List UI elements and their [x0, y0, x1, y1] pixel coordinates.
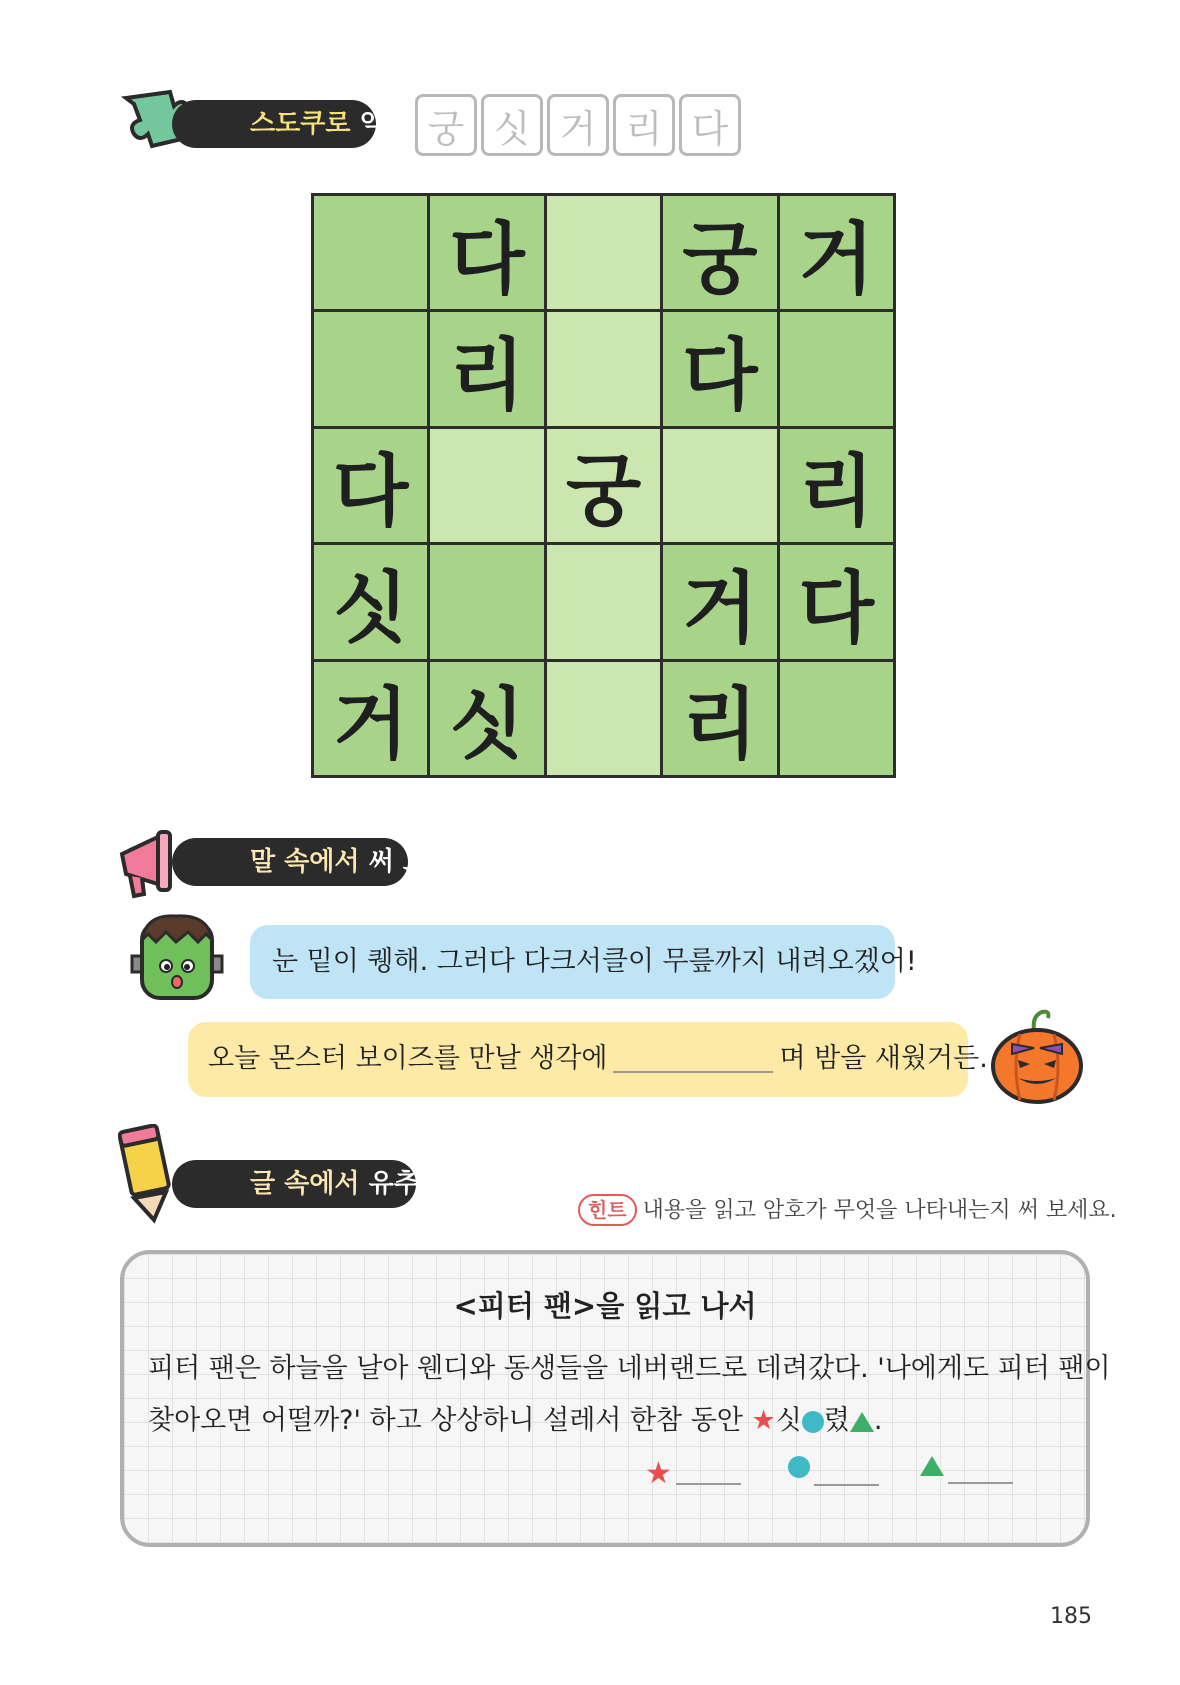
hint-line [578, 1193, 1117, 1226]
candidate-tile: 싯 [481, 94, 543, 156]
hint-text: 내용을 읽고 암호가 무엇을 나타내는지 써 보세요. [642, 1198, 1117, 1223]
section-header-sudoku [172, 100, 435, 148]
triangle-icon [920, 1456, 944, 1476]
triangle-icon [850, 1412, 874, 1432]
reading-line-2-text: 찾아오면 어떨까?' 하고 상상하니 설레서 한참 동안 [148, 1405, 743, 1436]
sudoku-cell[interactable] [430, 429, 543, 542]
speech-bubble-pumpkin [188, 1022, 988, 1097]
sudoku-cell[interactable] [780, 312, 893, 425]
circle-icon [788, 1456, 810, 1478]
section-header-speech [172, 838, 453, 886]
section-title-rest: 유추하기 [359, 1169, 470, 1199]
sudoku-cell[interactable]: 다 [314, 429, 427, 542]
page-number: 185 [1050, 1604, 1092, 1629]
section-title-rest: 익히기 [350, 109, 435, 139]
sudoku-cell[interactable]: 리 [663, 662, 776, 775]
sudoku-cell[interactable]: 다 [430, 196, 543, 309]
sudoku-cell[interactable]: 싯 [314, 545, 427, 658]
bubble-text-before: 오늘 몬스터 보이즈를 만날 생각에 [208, 1043, 608, 1074]
sudoku-cell[interactable]: 거 [780, 196, 893, 309]
sudoku-cell[interactable]: 다 [780, 545, 893, 658]
candidate-tile: 다 [679, 94, 741, 156]
circle-icon [802, 1411, 824, 1433]
answer-star [645, 1456, 741, 1491]
sudoku-cell[interactable]: 리 [430, 312, 543, 425]
answer-blank-circle[interactable] [814, 1484, 879, 1486]
candidate-tile: 궁 [415, 94, 477, 156]
reading-period: . [873, 1405, 883, 1436]
pencil-icon [118, 1124, 178, 1224]
section-title-highlight: 스도쿠로 [250, 109, 351, 139]
sudoku-cell[interactable] [780, 662, 893, 775]
sudoku-cell[interactable] [547, 312, 660, 425]
bubble-text-after: 며 밤을 새웠거든. [779, 1043, 988, 1074]
sudoku-cell[interactable]: 다 [663, 312, 776, 425]
sudoku-grid [311, 193, 896, 778]
reading-line-1: 피터 팬은 하늘을 날아 웬디와 동생들을 네버랜드로 데려갔다. '나에게도 피터 팬이 [148, 1353, 1111, 1384]
star-icon: ★ [645, 1456, 672, 1491]
reading-title: <피터 팬>을 읽고 나서 [453, 1289, 757, 1323]
answer-triangle [920, 1456, 1013, 1490]
candidate-tile: 리 [613, 94, 675, 156]
sudoku-cell[interactable]: 궁 [547, 429, 660, 542]
section-title-rest: 써 보기 [359, 847, 453, 877]
sudoku-cell[interactable]: 싯 [430, 662, 543, 775]
sudoku-cell[interactable]: 리 [780, 429, 893, 542]
reading-syllable: 렸 [823, 1405, 850, 1436]
sudoku-cell[interactable]: 궁 [663, 196, 776, 309]
sudoku-cell[interactable]: 거 [314, 662, 427, 775]
sudoku-cell[interactable] [314, 196, 427, 309]
sudoku-cell[interactable] [547, 662, 660, 775]
answer-blank-triangle[interactable] [948, 1482, 1013, 1484]
reading-line-2 [148, 1398, 1078, 1437]
sudoku-cell[interactable] [663, 429, 776, 542]
candidate-tiles [415, 94, 741, 156]
sudoku-cell[interactable]: 거 [663, 545, 776, 658]
reading-syllable: 싯 [775, 1405, 802, 1436]
speech-bubble-frankenstein: 눈 밑이 퀭해. 그러다 다크서클이 무릎까지 내려오겠어! [250, 925, 895, 999]
answer-blank-star[interactable] [676, 1483, 741, 1485]
answer-blank[interactable] [613, 1071, 773, 1073]
sudoku-cell[interactable] [314, 312, 427, 425]
reading-box [120, 1250, 1111, 1547]
section-title-highlight: 글 속에서 [250, 1169, 360, 1199]
pumpkin-icon [982, 1008, 1092, 1108]
section-header-reading [172, 1160, 470, 1208]
sudoku-cell[interactable] [430, 545, 543, 658]
sudoku-cell[interactable] [547, 545, 660, 658]
hint-badge: 힌트 [578, 1194, 637, 1226]
sudoku-cell[interactable] [547, 196, 660, 309]
answer-circle [788, 1456, 879, 1492]
section-title-highlight: 말 속에서 [250, 847, 360, 877]
star-icon: ★ [751, 1405, 776, 1436]
candidate-tile: 거 [547, 94, 609, 156]
frankenstein-icon [126, 908, 226, 1003]
